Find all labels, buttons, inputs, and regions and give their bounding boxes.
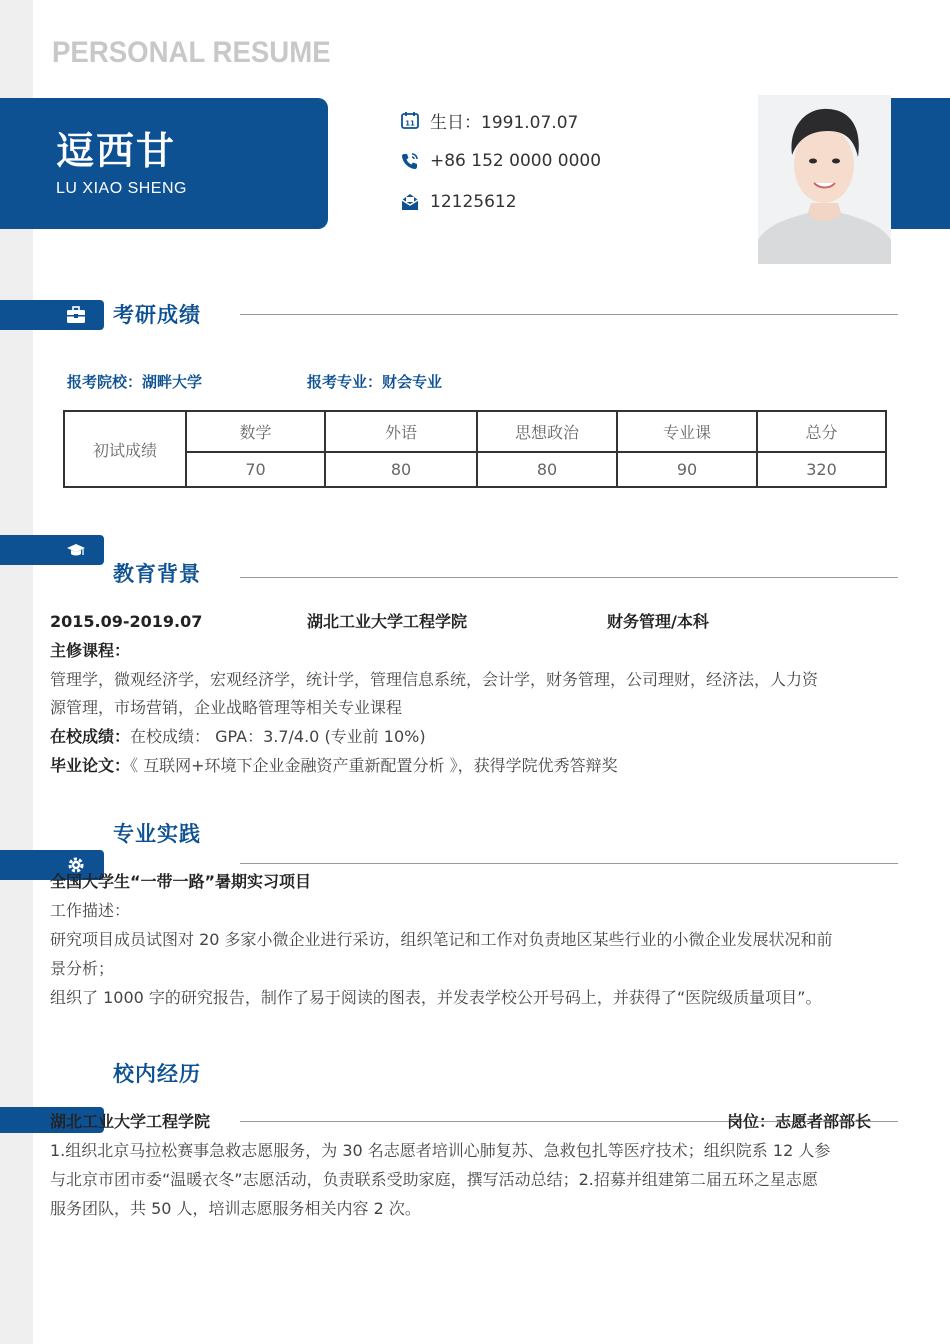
- grades-row: [50, 722, 426, 751]
- resume-heading: PERSONAL RESUME: [52, 36, 331, 69]
- section-divider: [240, 314, 898, 315]
- email-text: 12125612: [430, 192, 517, 212]
- subject-score: 90: [617, 452, 757, 487]
- practice-project: 全国大学生“一带一路”暑期实习项目: [50, 872, 312, 891]
- phone-icon: [400, 151, 420, 171]
- grades-label: 在校成绩：: [50, 727, 131, 746]
- education-period: 2015.09-2019.07: [50, 612, 203, 631]
- thesis-row: [50, 751, 618, 780]
- campus-position: 岗位：志愿者部部长: [727, 1112, 872, 1131]
- subject-score: 80: [477, 452, 617, 487]
- header-accent-bar: [891, 98, 950, 229]
- section-divider: [240, 577, 898, 578]
- section-title-campus: 校内经历: [113, 1062, 201, 1086]
- phone-row: [400, 149, 601, 173]
- campus-line: 服务团队，共 50 人，培训志愿服务相关内容 2 次。: [50, 1199, 421, 1218]
- subject-header: 总分: [757, 411, 886, 452]
- campus-org: 湖北工业大学工程学院: [50, 1112, 211, 1131]
- svg-text:11: 11: [405, 119, 415, 128]
- mail-icon: [400, 192, 420, 212]
- grades-text: 在校成绩： GPA：3.7/4.0 (专业前 10%): [130, 727, 426, 746]
- briefcase-icon: [66, 306, 86, 324]
- exam-major: 报考专业：财会专业: [307, 373, 443, 391]
- practice-line: 景分析；: [50, 959, 115, 978]
- subject-score: 80: [325, 452, 477, 487]
- birthday-text: 生日：1991.07.07: [430, 112, 579, 133]
- birthday-row: [400, 108, 578, 132]
- courses-line: 源管理，市场营销，企业战略管理等相关专业课程: [50, 698, 403, 717]
- courses-line: 管理学，微观经济学，宏观经济学，统计学，管理信息系统，会计学，财务管理，公司理财，经济法，人力资: [50, 670, 819, 689]
- thesis-text: 《 互联网+环境下企业金融资产重新配置分析 》，获得学院优秀答辩奖: [130, 756, 618, 775]
- section-title-exam: 考研成绩: [113, 303, 201, 327]
- graduation-cap-icon: [66, 541, 86, 559]
- education-school: 湖北工业大学工程学院: [307, 612, 468, 631]
- campus-line: 1.组织北京马拉松赛事急救志愿服务，为 30 名志愿者培训心肺复苏、急救包扎等医疗技术；组织院系 12 人参: [50, 1141, 831, 1160]
- section-tab-education: [0, 535, 104, 565]
- subject-score: 320: [757, 452, 886, 487]
- name-chinese: 逗西甘: [56, 129, 177, 173]
- section-divider: [240, 863, 898, 864]
- subject-header: 专业课: [617, 411, 757, 452]
- section-title-education: 教育背景: [113, 562, 201, 586]
- phone-text: +86 152 0000 0000: [430, 151, 602, 171]
- courses-label: 主修课程：: [50, 641, 131, 660]
- practice-line: 研究项目成员试图对 20 多家小微企业进行采访，组织笔记和工作对负责地区某些行业的小微企业发展状况和前: [50, 930, 833, 949]
- calendar-icon: [400, 110, 420, 130]
- practice-line: 组织了 1000 字的研究报告，制作了易于阅读的图表，并发表学校公开号码上，并获得了“医院级质量项目”。: [50, 988, 822, 1007]
- subject-header: 外语: [325, 411, 477, 452]
- thesis-label: 毕业论文：: [50, 756, 131, 775]
- exam-school: 报考院校：湖畔大学: [67, 373, 203, 391]
- practice-desc-label: 工作描述：: [50, 901, 131, 920]
- campus-line: 与北京市团市委“温暖衣冬”志愿活动，负责联系受助家庭，撰写活动总结；2.招募并组建第二届五环之星志愿: [50, 1170, 818, 1189]
- profile-photo: [758, 95, 891, 264]
- subject-score: 70: [186, 452, 325, 487]
- section-tab-exam: [0, 300, 104, 330]
- email-row: [400, 190, 517, 214]
- score-row-label: 初试成绩: [64, 411, 186, 487]
- exam-score-table: [63, 410, 887, 488]
- name-english: LU XIAO SHENG: [56, 180, 187, 197]
- subject-header: 数学: [186, 411, 325, 452]
- education-degree: 财务管理/本科: [607, 612, 709, 631]
- subject-header: 思想政治: [477, 411, 617, 452]
- section-title-practice: 专业实践: [113, 822, 201, 846]
